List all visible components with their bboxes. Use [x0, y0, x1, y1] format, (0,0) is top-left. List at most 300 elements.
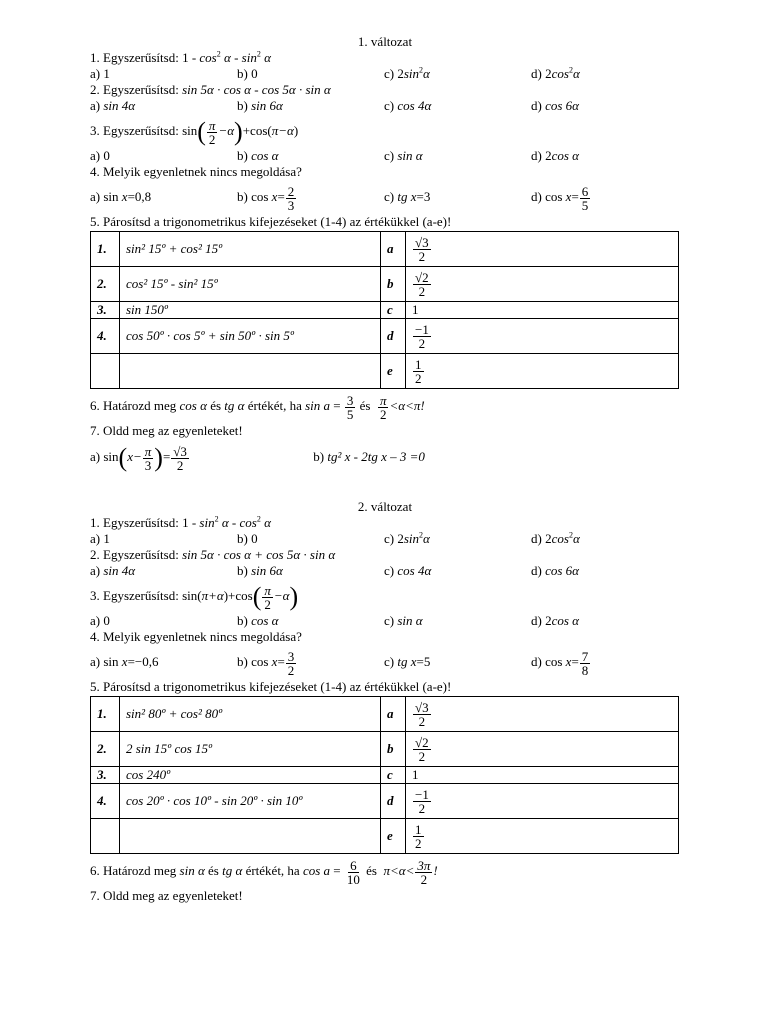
v2-q3 [90, 579, 680, 613]
option-a-val: sin 4α [103, 98, 136, 113]
option-a [90, 98, 237, 114]
option-d-pre: d) 2 [531, 613, 552, 628]
fraction-numerator: 3 [346, 392, 354, 408]
option-c-fn: tg [397, 654, 408, 669]
q1-term1-sup: 2 [214, 514, 219, 524]
option-d [531, 180, 678, 214]
q6-fraction [345, 394, 356, 421]
option-c-arg: α [423, 531, 430, 546]
option-b [237, 98, 384, 114]
v1-q3 [90, 114, 680, 148]
q7-text: 7. Oldd meg az egyenleteket! [90, 888, 243, 903]
q2-expression: sin 5α · cos α - cos 5α · sin α [182, 82, 331, 97]
option-a: a) 0 [90, 148, 110, 163]
row-number [91, 819, 120, 854]
table-row [91, 354, 679, 389]
option-c-val: =5 [416, 654, 431, 669]
q1-term2-arg: α [260, 50, 271, 65]
v1-q6 [90, 389, 680, 423]
option-c-fn: sin [403, 531, 420, 546]
q1-term2-arg: α [260, 515, 271, 530]
fraction-denominator: 2 [379, 406, 387, 422]
option-d [531, 645, 678, 679]
fraction-denominator: 2 [418, 713, 426, 729]
row-number: 4. [91, 784, 120, 819]
row-value [406, 232, 679, 267]
v2-q3-options [90, 613, 680, 629]
option-d-pre: d) 2 [531, 531, 552, 546]
option-a-val: sin 4α [103, 563, 136, 578]
option-b-fraction [286, 185, 297, 212]
option-c-sup: 2 [419, 65, 424, 75]
option-a-pre: a) sin [90, 654, 119, 669]
fraction-denominator: 3 [287, 197, 295, 213]
v1-q7 [90, 423, 680, 439]
q3-rest: −α [218, 123, 235, 138]
option-b-eq: = [277, 654, 285, 669]
option-d-val: cos 6α [545, 98, 579, 113]
table-row [91, 732, 679, 767]
v2-q1 [90, 515, 680, 531]
row-letter: c [381, 302, 406, 319]
q6-condition: π<α< [383, 863, 415, 878]
row-value: 1 [406, 302, 679, 319]
q3-fraction [262, 584, 273, 611]
equation-a [90, 439, 310, 475]
fraction-denominator: 2 [418, 748, 426, 764]
row-value [406, 819, 679, 854]
row-value [406, 697, 679, 732]
option-c-pre: c) [384, 613, 398, 628]
q6-excl: ! [420, 398, 425, 413]
option-c-var: x [410, 189, 417, 204]
q1-term1-arg: α [220, 50, 231, 65]
fraction-denominator: 2 [415, 835, 422, 851]
fraction-numerator: √2 [415, 734, 429, 750]
eq-a-pre: a) sin [90, 449, 119, 464]
fraction-denominator: 2 [420, 871, 428, 887]
option-c-fn: tg [397, 189, 408, 204]
q1-term1-sup: 2 [216, 49, 221, 59]
option-d-pre: d) 2 [531, 66, 552, 81]
q1-term2-sup: 2 [256, 514, 261, 524]
q2-expression: sin 5α · cos α + cos 5α · sin α [182, 547, 336, 562]
option-b-pre: b) [237, 98, 252, 113]
right-paren: ) [154, 443, 163, 473]
option-c-val: sin α [397, 613, 423, 628]
option-b-val: cos α [251, 613, 279, 628]
q4-text: 4. Melyik egyenletnek nincs megoldása? [90, 629, 302, 644]
q4-text: 4. Melyik egyenletnek nincs megoldása? [90, 164, 302, 179]
q6-f1: sin α [179, 863, 205, 878]
title-text: 1. változat [357, 34, 413, 49]
value-fraction [413, 236, 431, 263]
q1-prefix: 1. Egyszerűsítsd: 1 - [90, 50, 200, 65]
row-letter: d [381, 784, 406, 819]
v1-q7-equations [90, 439, 680, 475]
row-value [406, 319, 679, 354]
v1-q4 [90, 164, 680, 180]
v2-q6 [90, 854, 680, 888]
q1-term2: cos [239, 515, 257, 530]
v1-q2 [90, 82, 680, 98]
row-value [406, 784, 679, 819]
q1-minus: - [230, 50, 242, 65]
q6-eq: = [330, 863, 344, 878]
option-d-var: x [565, 189, 572, 204]
option-b-var: x [271, 654, 278, 669]
row-letter: d [381, 319, 406, 354]
option-d-eq: = [571, 189, 579, 204]
fraction-denominator: 3 [144, 457, 152, 473]
option-a-pre: a) sin [90, 189, 119, 204]
option-b-pre: b) cos [237, 654, 269, 669]
option-c-fn: sin [403, 66, 420, 81]
option-b [237, 613, 384, 629]
row-letter: a [381, 232, 406, 267]
left-paren: ( [118, 443, 128, 473]
q6-f3: sin a [305, 398, 331, 413]
v2-q5 [90, 679, 680, 695]
q6-excl: ! [433, 863, 438, 878]
v2-q4 [90, 629, 680, 645]
q6-condition: <α<π [389, 398, 421, 413]
row-number: 4. [91, 319, 120, 354]
option-d-pre: d) 2 [531, 148, 552, 163]
q5-text: 5. Párosítsd a trigonometrikus kifejezéseket (1-4) az értékükkel (a-e)! [90, 214, 452, 229]
row-number: 1. [91, 232, 120, 267]
left-paren: ( [197, 117, 206, 147]
option-d-pre: d) [531, 563, 546, 578]
option-b: b) 0 [237, 66, 258, 81]
equation-b [313, 449, 425, 464]
option-b [237, 148, 384, 164]
option-d [531, 613, 678, 629]
fraction-numerator: 6 [581, 183, 589, 199]
eq-a-fraction [171, 445, 189, 472]
fraction-denominator: 2 [264, 596, 271, 612]
v1-q1 [90, 50, 680, 66]
value-fraction [413, 823, 424, 850]
q3-prefix: 3. Egyszerűsítsd: [90, 123, 183, 138]
row-number: 3. [91, 767, 120, 784]
row-value [406, 267, 679, 302]
version-2-title [90, 499, 680, 515]
fraction-denominator: 10 [346, 871, 360, 887]
q3-fn1: sin [182, 588, 198, 603]
q6-eq: = [330, 398, 344, 413]
fraction-denominator: 2 [415, 370, 422, 386]
row-value [406, 354, 679, 389]
option-d-pre: d) [531, 98, 546, 113]
option-b-var: x [271, 189, 278, 204]
option-c-pre: c) 2 [384, 66, 404, 81]
row-number: 2. [91, 267, 120, 302]
q3-plus-cos: +cos [228, 588, 253, 603]
value-fraction [413, 736, 431, 763]
option-a [90, 563, 237, 579]
fraction-denominator: 2 [287, 662, 295, 678]
fraction-denominator: 8 [581, 662, 589, 678]
option-d-pre: d) cos [531, 654, 563, 669]
option-c [384, 180, 531, 214]
row-expression: cos 50º · cos 5º + sin 50º · sin 5º [120, 319, 381, 354]
row-expression: sin 150º [120, 302, 381, 319]
right-paren: ) [289, 582, 299, 612]
option-a-val: =−0,6 [127, 654, 159, 669]
fraction-numerator: √2 [415, 269, 429, 285]
q6-es: és [356, 398, 374, 413]
right-paren: ) [234, 117, 243, 147]
row-expression: sin² 80º + cos² 80º [120, 697, 381, 732]
row-number [91, 354, 120, 389]
version-1-title [90, 34, 680, 50]
q6-mid: értékét, ha [242, 863, 303, 878]
q3-plus-cos: +cos [242, 123, 268, 138]
option-a-pre: a) [90, 98, 104, 113]
option-b: b) 0 [237, 531, 258, 546]
option-c-pre: c) [384, 98, 398, 113]
option-c-pre: c) 2 [384, 531, 404, 546]
option-c-arg: α [423, 66, 430, 81]
version-gap [90, 475, 680, 499]
fraction-numerator: 2 [287, 183, 295, 199]
fraction-numerator: 3 [287, 648, 295, 664]
option-d-fn: cos [551, 531, 569, 546]
row-number: 2. [91, 732, 120, 767]
fraction-denominator: 2 [418, 248, 426, 264]
q6-f2: tg α [224, 398, 245, 413]
q3-fn1: sin [182, 123, 198, 138]
table-row [91, 267, 679, 302]
table-row [91, 302, 679, 319]
option-c [384, 645, 531, 679]
option-c [384, 98, 531, 114]
option-b [237, 180, 384, 214]
fraction-numerator: π [264, 582, 271, 598]
left-paren: ( [252, 582, 262, 612]
row-letter: b [381, 732, 406, 767]
option-c [384, 563, 531, 579]
v2-q1-options [90, 531, 680, 547]
option-c-pre: c) [384, 148, 398, 163]
q3-arg2: π−α [271, 123, 294, 138]
option-c [384, 66, 531, 82]
row-expression: 2 sin 15º cos 15º [120, 732, 381, 767]
fraction-numerator: π [144, 443, 152, 459]
v2-q7 [90, 888, 680, 904]
option-a-pre: a) [90, 563, 104, 578]
q6-prefix: 6. Határozd meg [90, 863, 180, 878]
row-value: 1 [406, 767, 679, 784]
row-letter: c [381, 767, 406, 784]
q6-f3: cos a [302, 863, 331, 878]
option-a-var: x [121, 654, 128, 669]
option-d-pre: d) cos [531, 189, 563, 204]
option-a-var: x [121, 189, 128, 204]
option-d [531, 531, 678, 547]
option-d [531, 66, 678, 82]
right-paren: ) [223, 588, 229, 603]
option-a [90, 645, 237, 679]
fraction-numerator: −1 [415, 786, 429, 802]
table-row [91, 232, 679, 267]
left-paren: ( [197, 588, 202, 603]
fraction-denominator: 2 [208, 131, 216, 147]
row-letter: e [381, 354, 406, 389]
option-b-val: sin 6α [251, 563, 283, 578]
row-value [406, 732, 679, 767]
q6-fraction [345, 859, 362, 886]
option-c [384, 148, 531, 164]
v1-q1-options [90, 66, 680, 82]
fraction-numerator: π [208, 117, 216, 133]
fraction-denominator: 5 [346, 406, 354, 422]
option-c-val: cos 4α [397, 98, 432, 113]
q2-prefix: 2. Egyszerűsítsd: [90, 547, 183, 562]
option-d-arg: α [572, 66, 580, 81]
q5-text: 5. Párosítsd a trigonometrikus kifejezéseket (1-4) az értékükkel (a-e)! [90, 679, 452, 694]
q6-and: és [206, 398, 225, 413]
row-number: 1. [91, 697, 120, 732]
option-d [531, 148, 678, 164]
v2-q2-options [90, 563, 680, 579]
fraction-numerator: 3π [417, 857, 431, 873]
option-b-fraction [286, 650, 297, 677]
eq-a-inner-fraction [143, 445, 154, 472]
q1-term2: sin [241, 50, 257, 65]
q1-term1: cos [199, 50, 217, 65]
option-d-fraction [580, 185, 591, 212]
fraction-numerator: π [379, 392, 387, 408]
value-fraction [413, 788, 431, 815]
v2-q4-options [90, 645, 680, 679]
eq-b-expression: tg² x - 2tg x – 3 =0 [327, 449, 425, 464]
fraction-numerator: √3 [415, 699, 429, 715]
table-row [91, 697, 679, 732]
fraction-numerator: 7 [581, 648, 589, 664]
q6-cond-fraction [415, 859, 432, 886]
option-b-val: cos α [251, 148, 279, 163]
option-d-arg: α [572, 531, 580, 546]
option-b-pre: b) cos [237, 189, 269, 204]
q3-prefix: 3. Egyszerűsítsd: [90, 588, 183, 603]
option-d-val: cos 6α [545, 563, 579, 578]
option-b-pre: b) [237, 148, 252, 163]
fraction-denominator: 5 [581, 197, 589, 213]
q3-fraction [207, 119, 218, 146]
option-d-var: x [565, 654, 572, 669]
q6-cond-fraction [378, 394, 389, 421]
worksheet [90, 34, 680, 904]
q1-minus: - [228, 515, 240, 530]
q6-and: és [204, 863, 223, 878]
option-b [237, 563, 384, 579]
table-row [91, 819, 679, 854]
table-row [91, 784, 679, 819]
row-letter: e [381, 819, 406, 854]
value-fraction [413, 358, 424, 385]
q6-mid: értékét, ha [244, 398, 306, 413]
table-row [91, 767, 679, 784]
option-b-pre: b) [237, 613, 252, 628]
q3-rest: −α [273, 588, 290, 603]
value-fraction [413, 323, 431, 350]
right-paren: ) [293, 123, 299, 138]
option-b [237, 645, 384, 679]
option-c-val: sin α [397, 148, 423, 163]
option-a: a) 0 [90, 613, 110, 628]
row-expression [120, 819, 381, 854]
v1-q3-options [90, 148, 680, 164]
option-c [384, 613, 531, 629]
row-expression: cos 20º · cos 10º - sin 20º · sin 10º [120, 784, 381, 819]
option-d-eq: = [571, 654, 579, 669]
fraction-numerator: 1 [415, 821, 422, 837]
q6-f1: cos α [179, 398, 207, 413]
option-c-sup: 2 [419, 530, 424, 540]
q1-prefix: 1. Egyszerűsítsd: 1 - [90, 515, 200, 530]
row-expression: cos 240º [120, 767, 381, 784]
option-c-val: =3 [416, 189, 431, 204]
option-c-pre: c) [384, 654, 398, 669]
fraction-denominator: 2 [418, 335, 426, 351]
row-letter: a [381, 697, 406, 732]
fraction-denominator: 2 [418, 283, 426, 299]
eq-a-inner: x− [127, 449, 142, 464]
option-c-pre: c) [384, 189, 398, 204]
row-expression: sin² 15º + cos² 15º [120, 232, 381, 267]
q6-f2: tg α [222, 863, 243, 878]
value-fraction [413, 701, 431, 728]
option-d [531, 98, 678, 114]
v2-matching-table [90, 696, 679, 854]
q6-es: és [362, 863, 381, 878]
eq-b-pre: b) [313, 449, 328, 464]
title-text: 2. változat [357, 499, 413, 514]
table-row [91, 319, 679, 354]
option-c [384, 531, 531, 547]
v1-q5 [90, 214, 680, 230]
v1-q4-options [90, 180, 680, 214]
option-b-pre: b) [237, 563, 252, 578]
v2-q2 [90, 547, 680, 563]
option-d-val: cos α [551, 613, 579, 628]
row-number: 3. [91, 302, 120, 319]
v1-matching-table [90, 231, 679, 389]
option-a-val: =0,8 [127, 189, 152, 204]
option-d-fn: cos [551, 66, 569, 81]
fraction-numerator: −1 [415, 321, 429, 337]
fraction-denominator: 2 [418, 800, 426, 816]
q6-prefix: 6. Határozd meg [90, 398, 180, 413]
fraction-numerator: √3 [415, 234, 429, 250]
fraction-numerator: √3 [173, 443, 187, 459]
q1-term1-arg: α [218, 515, 229, 530]
option-d-sup: 2 [568, 65, 573, 75]
option-d [531, 563, 678, 579]
option-a: a) 1 [90, 531, 110, 546]
left-paren: ( [267, 123, 272, 138]
fraction-numerator: 1 [415, 356, 422, 372]
eq-a-eq: = [162, 449, 171, 464]
option-a: a) 1 [90, 66, 110, 81]
option-d-fraction [580, 650, 591, 677]
q7-text: 7. Oldd meg az egyenleteket! [90, 423, 243, 438]
q2-prefix: 2. Egyszerűsítsd: [90, 82, 183, 97]
option-d-val: cos α [551, 148, 579, 163]
row-letter: b [381, 267, 406, 302]
